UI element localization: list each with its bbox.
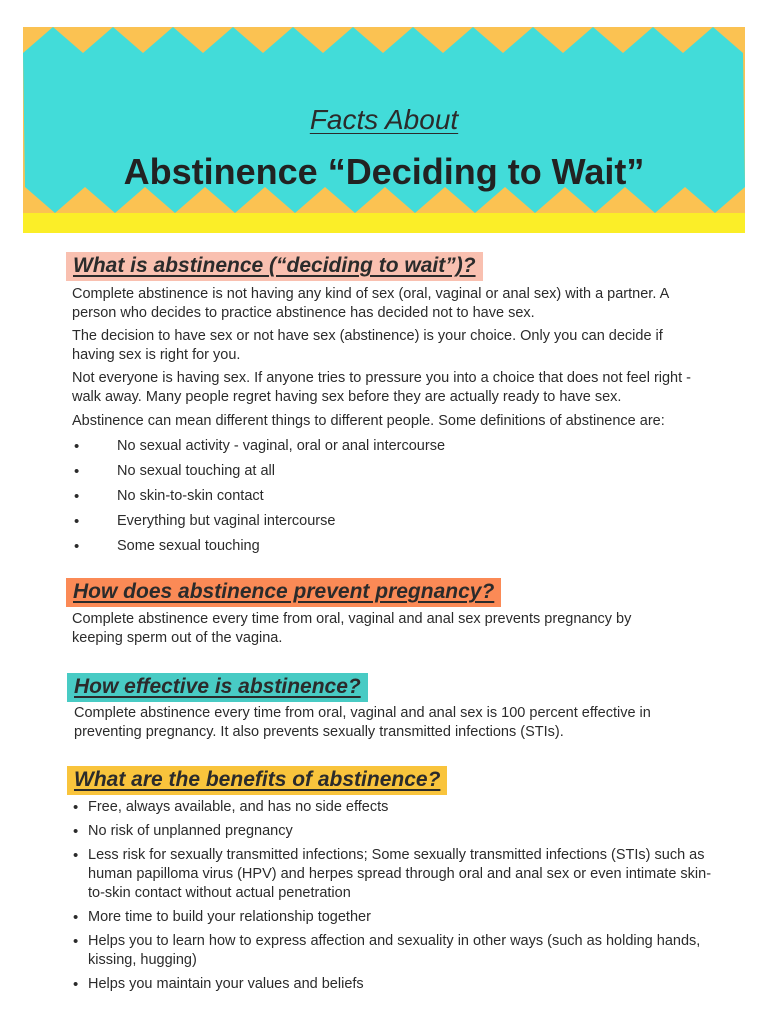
list-item: • No skin-to-skin contact: [72, 487, 445, 512]
header-subtitle: Facts About: [309, 104, 459, 135]
paragraph-choice: The decision to have sex or not have sex (abstinence) is your choice. Only you can decide if having sex is right for you.: [72, 328, 663, 363]
paragraph-definitions-intro: Abstinence can mean different things to different people. Some definitions of abstinence are:: [72, 413, 665, 429]
section-heading-what-is: What is abstinence (“deciding to wait”)?: [66, 252, 483, 281]
list-item: • No sexual activity - vaginal, oral or anal intercourse: [72, 437, 445, 462]
definitions-list: [72, 437, 445, 562]
list-item: • Helps you to learn how to express affection and sexuality in other ways (such as holding hands, kissing, hugging): [72, 932, 712, 970]
list-item: • More time to build your relationship together: [72, 908, 712, 927]
list-item: • Less risk for sexually transmitted infections; Some sexually transmitted infections (STIs) such as human papilloma virus (HPV) and herpes spread through oral and anal sex or even intimate skin-to-skin contact without actual penetration: [72, 846, 712, 903]
section-heading-benefits: What are the benefits of abstinence?: [67, 766, 447, 795]
list-item: • Free, always available, and has no side effects: [72, 798, 712, 817]
paragraph-effectiveness: Complete abstinence every time from oral, vaginal and anal sex is 100 percent effective in preventing pregnancy. It also prevents sexually transmitted infections (STIs).: [74, 705, 651, 740]
section-heading-effectiveness: How effective is abstinence?: [67, 673, 368, 702]
paragraph-pressure: Not everyone is having sex. If anyone tries to pressure you into a choice that does not feel right - walk away. Many people regret having sex before they are actually ready to have sex.: [72, 370, 692, 405]
paragraph-prevent-pregnancy: Complete abstinence every time from oral, vaginal and anal sex prevents pregnancy by keeping sperm out of the vagina.: [72, 611, 632, 646]
page-title: Abstinence “Deciding to Wait”: [123, 151, 645, 192]
section-heading-prevent-pregnancy: How does abstinence prevent pregnancy?: [66, 578, 501, 607]
header-banner: [23, 27, 745, 233]
list-item: • No sexual touching at all: [72, 462, 445, 487]
list-item: • No risk of unplanned pregnancy: [72, 822, 712, 841]
paragraph-definition: Complete abstinence is not having any kind of sex (oral, vaginal or anal sex) with a partner. A person who decides to practice abstinence has decided not to have sex.: [72, 286, 669, 321]
list-item: • Helps you maintain your values and beliefs: [72, 975, 712, 994]
list-item: • Some sexual touching: [72, 537, 445, 562]
list-item: • Everything but vaginal intercourse: [72, 512, 445, 537]
benefits-list: [72, 798, 712, 999]
